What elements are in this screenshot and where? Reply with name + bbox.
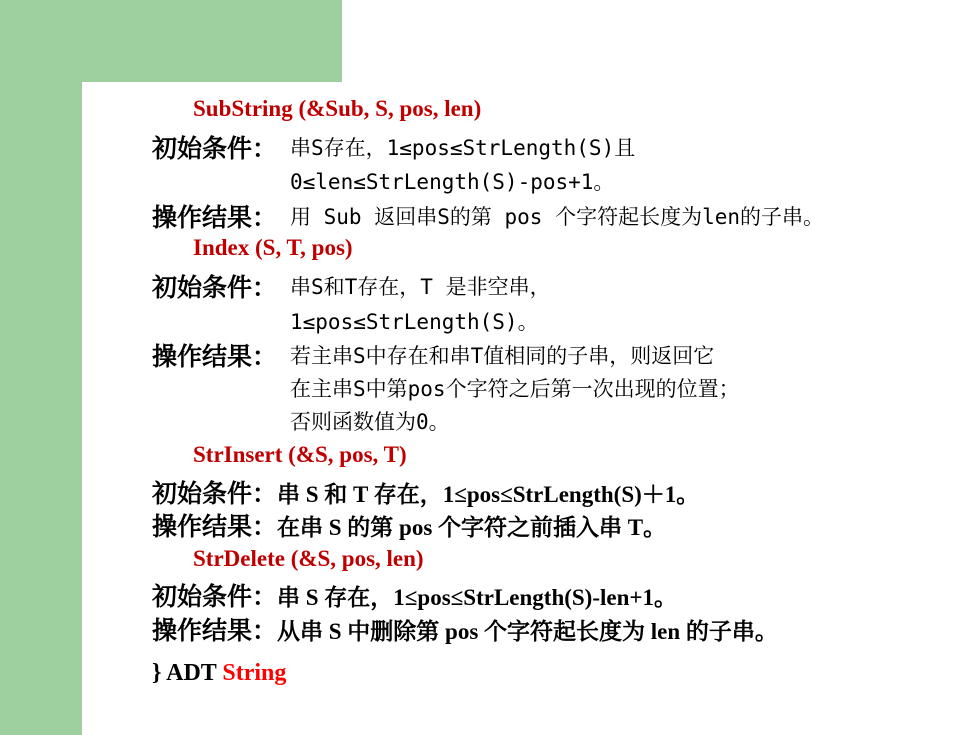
strinsert-pre-line1: 串 S 和 T 存在，1≤pos≤StrLength(S)＋1。	[277, 482, 700, 507]
strdelete-heading: StrDelete (&S, pos, len)	[193, 546, 424, 571]
substring-post-line1: 用 Sub 返回串S的第 pos 个字符起长度为len的子串。	[290, 205, 825, 229]
adt-footer-name: String	[222, 660, 287, 686]
index-post-line3: 否则函数值为0。	[290, 410, 450, 434]
top-green-band	[0, 0, 342, 82]
index-post-label: 操作结果：	[152, 344, 278, 371]
strdelete-pre-label: 初始条件：	[152, 584, 278, 611]
substring-pre-label: 初始条件：	[152, 136, 278, 163]
substring-pre-line2: 0≤len≤StrLength(S)-pos+1。	[290, 170, 615, 194]
index-pre-label: 初始条件：	[152, 275, 278, 302]
index-pre-line2: 1≤pos≤StrLength(S)。	[290, 310, 539, 334]
substring-heading: SubString (&Sub, S, pos, len)	[193, 96, 482, 121]
left-green-band	[0, 0, 82, 735]
index-heading: Index (S, T, pos)	[193, 235, 353, 260]
index-pre-line1: 串S和T存在，T 是非空串，	[290, 275, 551, 299]
strdelete-post-label: 操作结果：	[152, 618, 278, 645]
adt-footer-prefix: } ADT	[152, 660, 223, 686]
index-post-line2: 在主串S中第pos个字符之后第一次出现的位置；	[290, 377, 740, 401]
strinsert-post-line1: 在串 S 的第 pos 个字符之前插入串 T。	[277, 515, 667, 540]
substring-pre-line1: 串S存在，1≤pos≤StrLength(S)且	[290, 136, 636, 160]
strinsert-pre-label: 初始条件：	[152, 481, 278, 508]
substring-post-label: 操作结果：	[152, 205, 278, 232]
adt-footer	[152, 660, 286, 687]
strinsert-post-label: 操作结果：	[152, 514, 278, 541]
index-post-line1: 若主串S中存在和串T值相同的子串，则返回它	[290, 344, 715, 368]
strdelete-pre-line1: 串 S 存在，1≤pos≤StrLength(S)-len+1。	[277, 585, 677, 610]
strdelete-post-line1: 从串 S 中删除第 pos 个字符起长度为 len 的子串。	[277, 619, 778, 644]
strinsert-heading: StrInsert (&S, pos, T)	[193, 442, 407, 467]
